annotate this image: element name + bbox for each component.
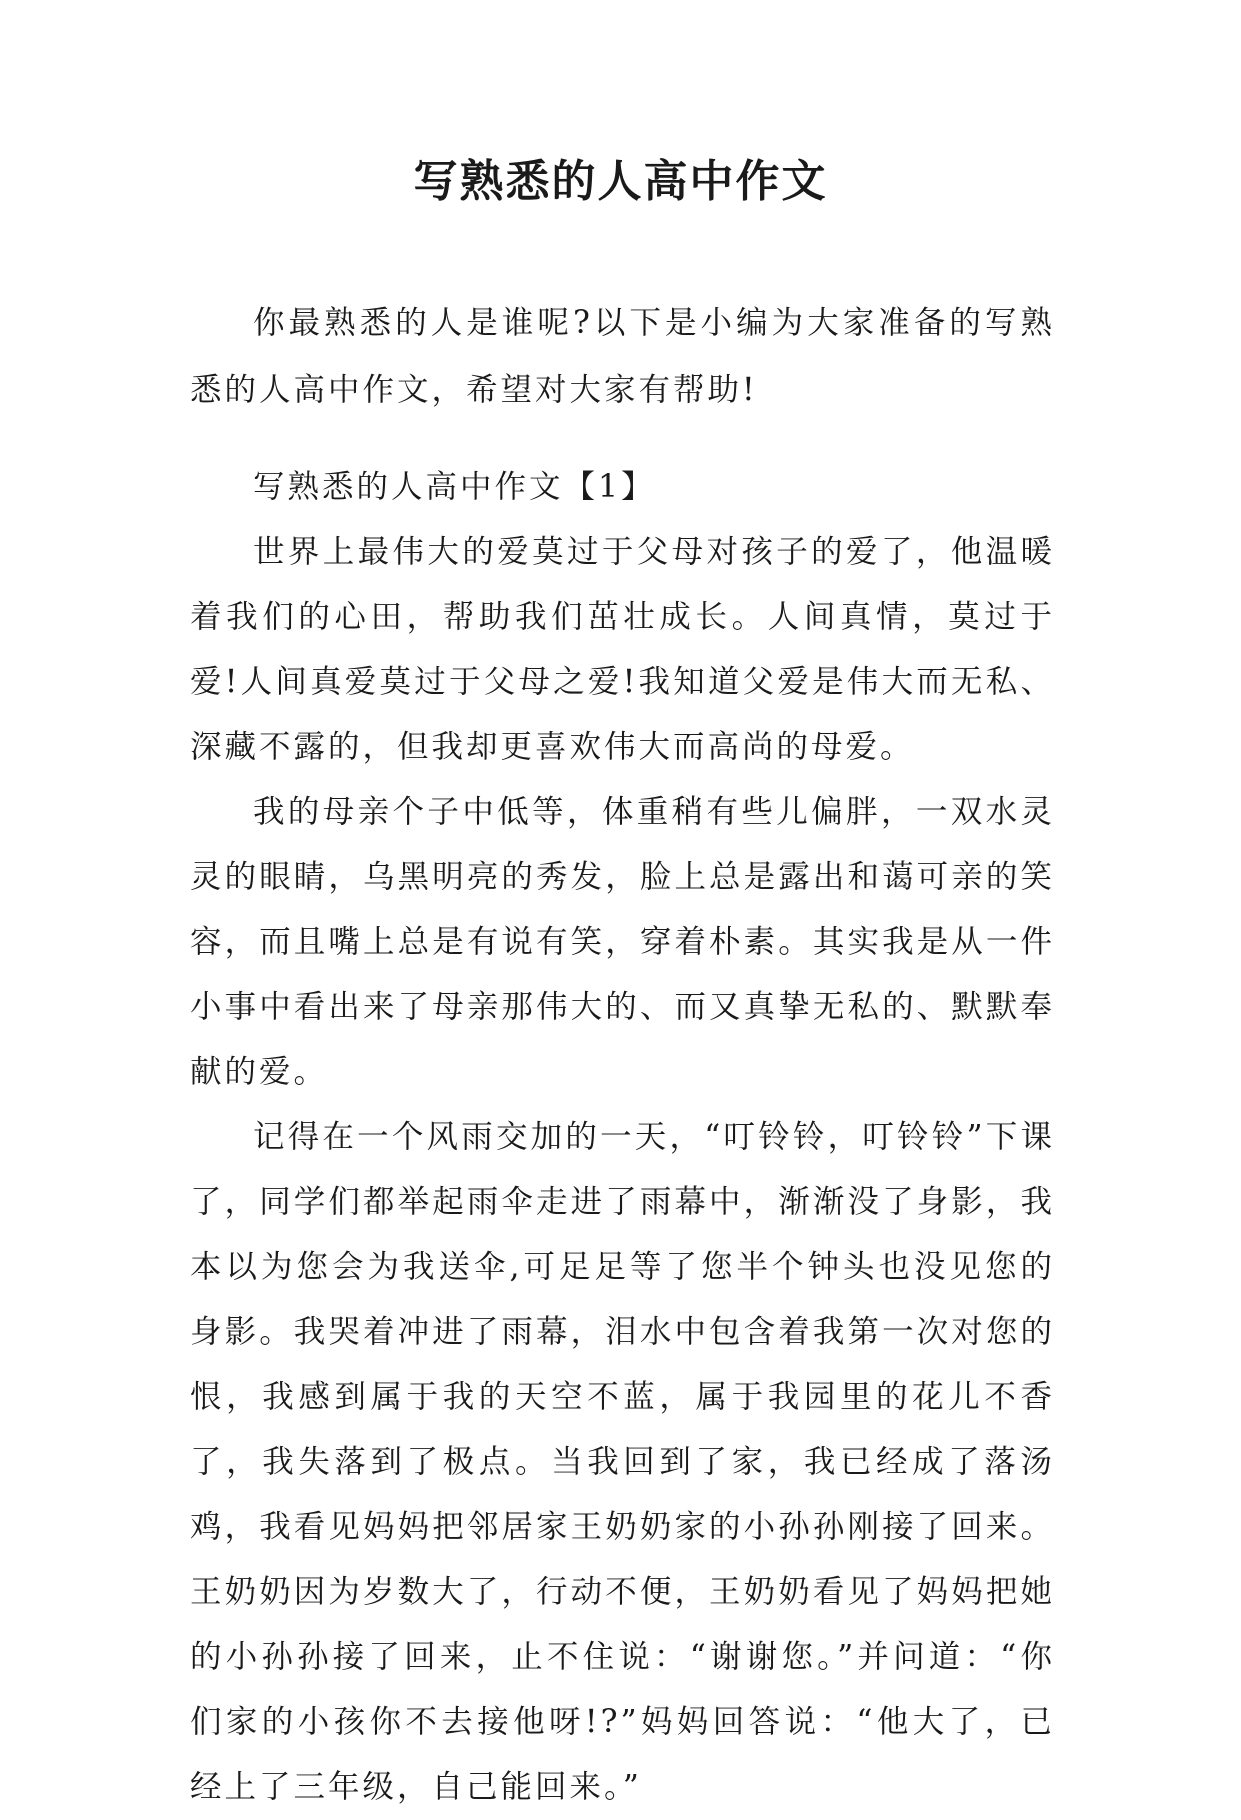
essay-heading: 写熟悉的人高中作文【1】 <box>253 469 656 505</box>
intro-paragraph: 你最熟悉的人是谁呢?以下是小编为大家准备的写熟悉的人高中作文，希望对大家有帮助! <box>190 305 1055 408</box>
essay-paragraph-1: 世界上最伟大的爱莫过于父母对孩子的爱了，他温暖着我们的心田，帮助我们茁壮成长。人间真情，莫过于爱!人间真爱莫过于父母之爱!我知道父爱是伟大而无私、深藏不露的，但我却更喜欢伟大而高尚的母爱。 <box>190 534 1055 765</box>
essay-section <box>190 455 1055 1820</box>
essay-paragraph-2: 我的母亲个子中低等，体重稍有些儿偏胖，一双水灵灵的眼睛，乌黑明亮的秀发，脸上总是露出和蔼可亲的笑容，而且嘴上总是有说有笑，穿着朴素。其实我是从一件小事中看出来了母亲那伟大的、而又真挚无私的、默默奉献的爱。 <box>190 794 1055 1090</box>
document-title: 写熟悉的人高中作文 <box>413 156 828 207</box>
intro-section <box>190 290 1055 424</box>
essay-paragraph-3: 记得在一个风雨交加的一天，“叮铃铃，叮铃铃”下课了，同学们都举起雨伞走进了雨幕中，渐渐没了身影，我本以为您会为我送伞,可足足等了您半个钟头也没见您的身影。我哭着冲进了雨幕，泪水中包含着我第一次对您的恨，我感到属于我的天空不蓝，属于我园里的花儿不香了，我失落到了极点。当我回到了家，我已经成了落汤鸡，我看见妈妈把邻居家王奶奶家的小孙孙刚接了回来。王奶奶因为岁数大了，行动不便，王奶奶看见了妈妈把她的小孙孙接了回来，止不住说：“谢谢您。”并问道：“你们家的小孩你不去接他呀!?”妈妈回答说：“他大了，已经上了三年级，自己能回来。” <box>190 1119 1055 1805</box>
